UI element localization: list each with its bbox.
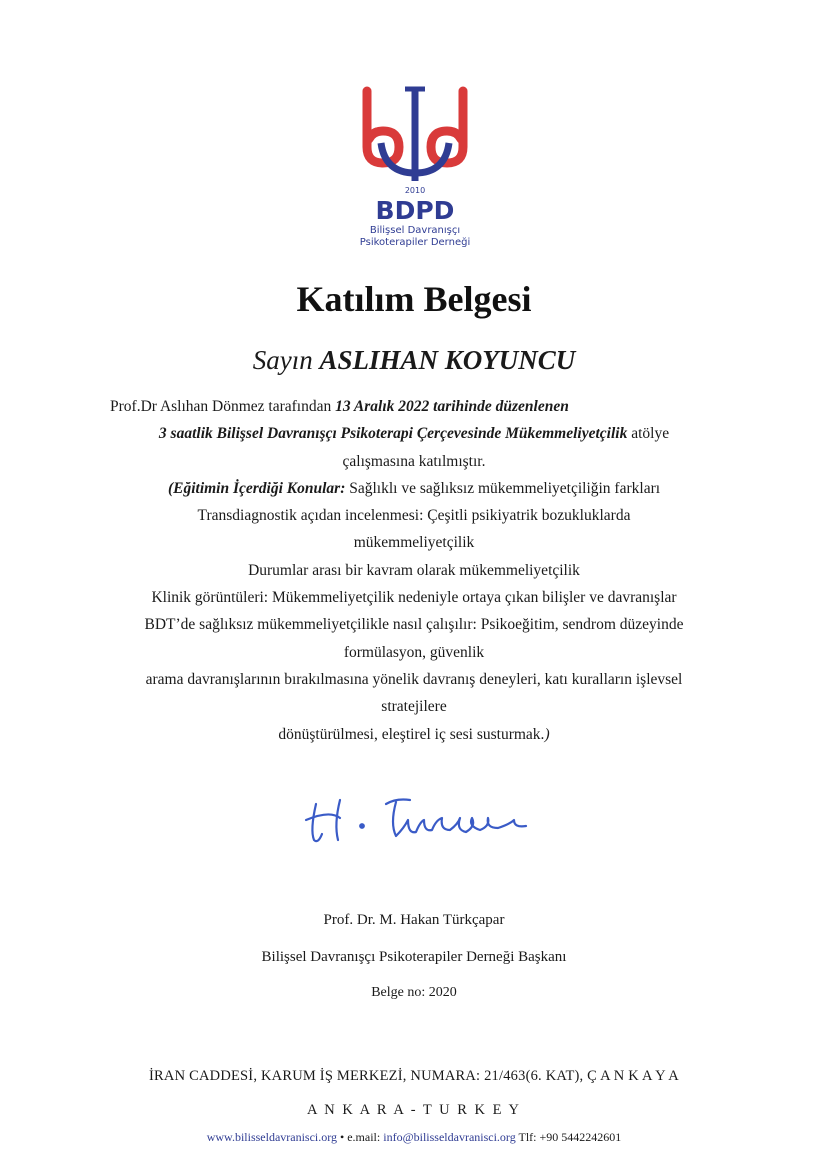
footer-city: A N K A R A - T U R K E Y <box>306 1102 522 1118</box>
body-line-4 <box>0 475 828 502</box>
signer-name: Prof. Dr. M. Hakan Türkçapar <box>323 912 505 928</box>
website-link[interactable]: www.bilisseldavranisci.org <box>206 1130 338 1144</box>
signer-title: Bilişsel Davranışçı Psikoterapiler Derneği Başkanı <box>261 949 567 965</box>
body-line-13 <box>0 721 828 748</box>
body-line-1 <box>0 393 828 420</box>
logo-abbr: BDPD <box>375 196 455 225</box>
workshop-suffix: atölye <box>627 425 670 443</box>
salutation: Sayın <box>252 345 313 375</box>
last-topic: dönüştürülmesi, eleştirel iç sesi susturmak. <box>278 725 545 743</box>
organizer-text: Prof.Dr Aslıhan Dönmez tarafından <box>110 398 336 415</box>
phone: Tlf: +90 5442242601 <box>515 1130 622 1144</box>
body-line-7: Durumlar arası bir kavram olarak mükemmeliyetçilik <box>248 561 580 579</box>
recipient-name: ASLIHAN KOYUNCU <box>319 345 576 375</box>
topics-label: (Eğitimin İçerdiği Konular: <box>167 479 346 497</box>
body-line-9: BDT’de sağlıksız mükemmeliyetçilikle nasıl çalışılır: Psikoeğitim, sendrom düzeyinde <box>144 616 684 634</box>
email-label: • e.mail: <box>337 1130 384 1144</box>
close-paren: ) <box>544 725 550 743</box>
certificate-body <box>0 393 828 748</box>
bdpd-logo <box>355 85 475 255</box>
recipient-line <box>0 345 828 376</box>
logo-name-line2: Psikoterapiler Derneği <box>359 237 471 248</box>
handwritten-signature <box>300 790 550 850</box>
body-line-2 <box>0 420 828 447</box>
body-line-12: stratejilere <box>381 698 447 716</box>
topic-1: Sağlıklı ve sağlıksız mükemmeliyetçiliğin farkları <box>345 479 661 497</box>
body-line-8: Klinik görüntüleri: Mükemmeliyetçilik nedeniyle ortaya çıkan bilişler ve davranışlar <box>151 589 677 607</box>
certificate-number: Belge no: 2020 <box>371 985 457 1000</box>
workshop-name: 3 saatlik Bilişsel Davranışçı Psikoterapi Çerçevesinde Mükemmeliyetçilik <box>158 425 628 443</box>
event-date: 13 Aralık 2022 tarihinde düzenlenen <box>335 398 569 415</box>
footer-address: İRAN CADDESİ, KARUM İŞ MERKEZİ, NUMARA: 21/463(6. KAT), Ç A N K A Y A <box>149 1068 679 1084</box>
logo-year: 2010 <box>404 186 426 195</box>
footer-contact <box>0 1130 828 1145</box>
body-line-6: mükemmeliyetçilik <box>353 534 475 552</box>
body-line-11: arama davranışlarının bırakılmasına yönelik davranış deneyleri, katı kuralların işlevsel <box>145 670 683 688</box>
email-link[interactable]: info@bilisseldavranisci.org <box>383 1130 516 1144</box>
certificate-title: Katılım Belgesi <box>296 279 532 319</box>
logo-name-line1: Bilişsel Davranışçı <box>369 225 461 236</box>
body-line-10: formülasyon, güvenlik <box>343 643 485 661</box>
body-line-3: çalışmasına katılmıştır. <box>342 452 486 470</box>
body-line-5: Transdiagnostik açıdan incelenmesi: Çeşitli psikiyatrik bozukluklarda <box>197 507 631 525</box>
